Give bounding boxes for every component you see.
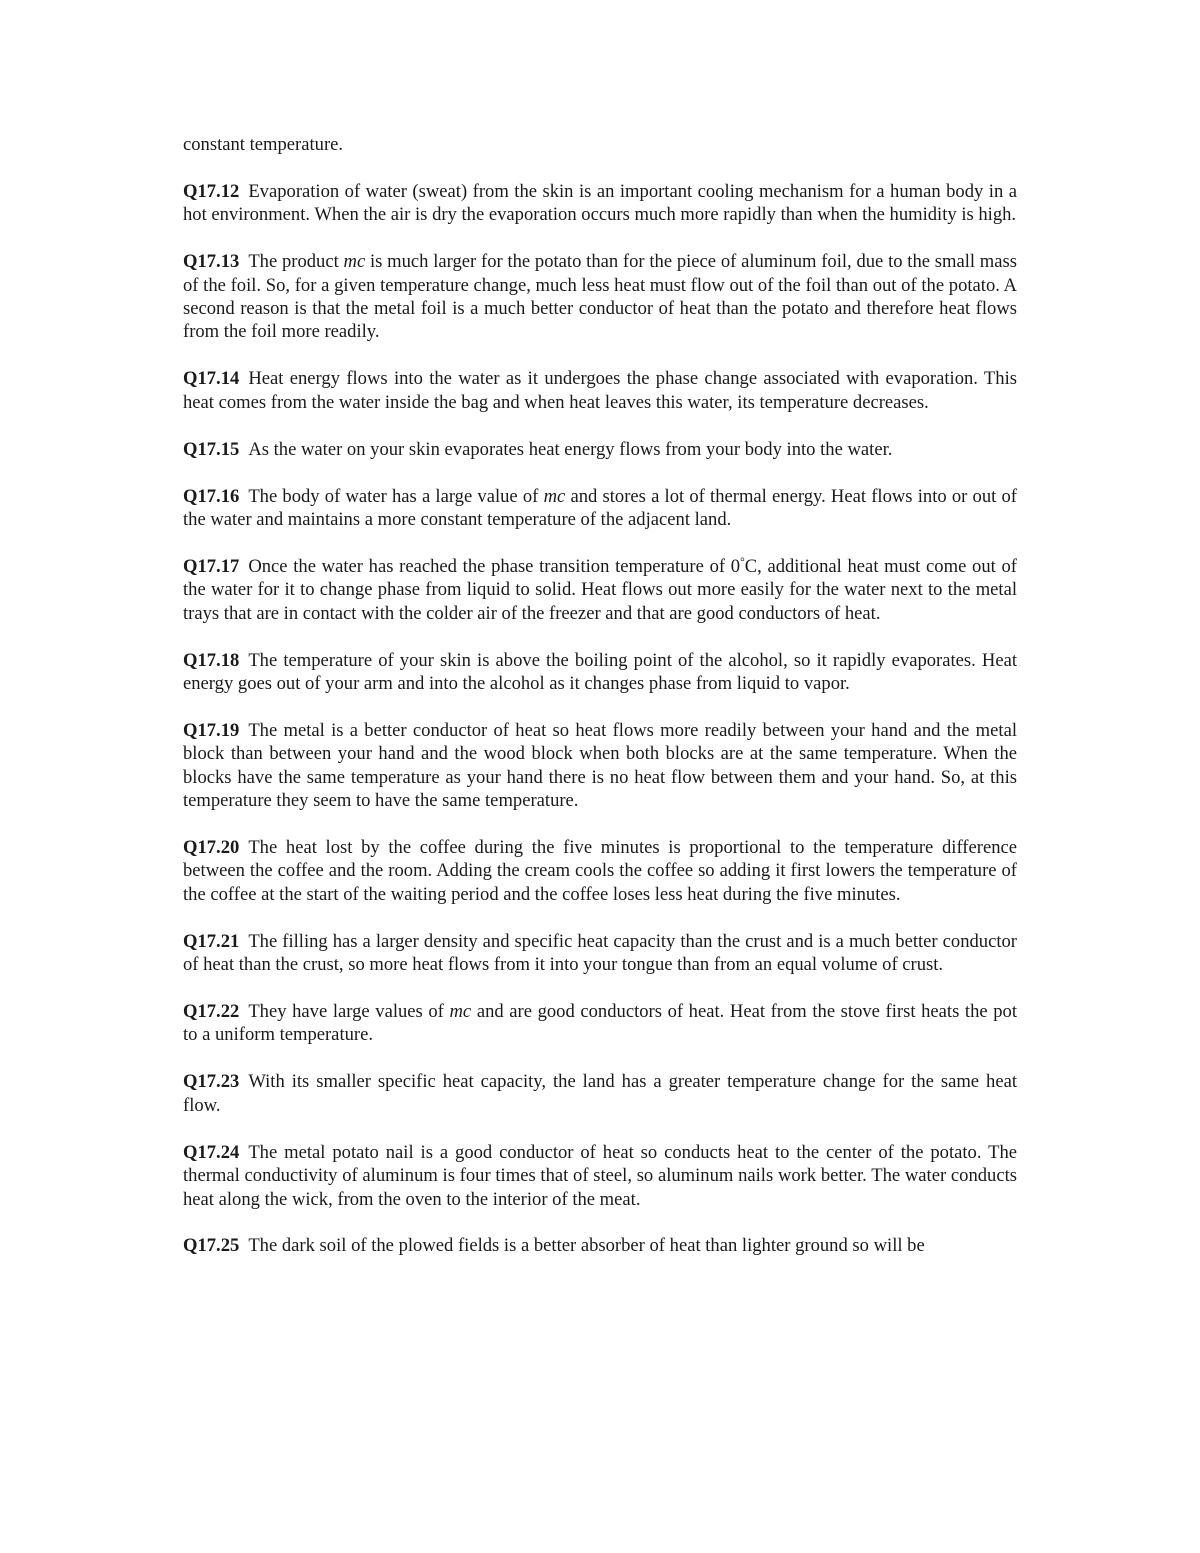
variable-mc: mc [449,1001,472,1023]
answer-q17-21 [183,930,1017,977]
answer-text: and are good conductors of heat. Heat from the stove first heats the pot to a uniform temperature. [183,1001,1017,1046]
question-label: Q17.18 [183,649,240,671]
answer-text: The product [248,251,339,273]
variable-mc: mc [343,251,366,273]
question-label: Q17.16 [183,485,240,507]
question-label: Q17.20 [183,837,240,859]
answer-text: The metal potato nail is a good conductor of heat so conducts heat to the center of the potato. The thermal conductivity of aluminum is four times that of steel, so aluminum nails work better. The water conducts heat along the wick, from the oven to the interior of the meat. [183,1141,1017,1210]
answer-text: Once the water has reached the phase transition temperature of 0 [248,555,741,577]
answer-text: With its smaller specific heat capacity, the land has a greater temperature change for the same heat flow. [183,1071,1017,1116]
answer-text: As the water on your skin evaporates heat energy flows from your body into the water. [248,438,893,460]
answer-q17-24 [183,1141,1017,1211]
document-page [183,133,1017,1281]
answer-text: They have large values of [248,1001,444,1023]
answer-text: The filling has a larger density and specific heat capacity than the crust and is a much better conductor of heat than the crust, so more heat flows from it into your tongue than from an equal volume of crust. [183,930,1017,976]
answer-text: The dark soil of the plowed fields is a better absorber of heat than lighter ground so will be [248,1235,925,1257]
continuation-text: constant temperature. [183,134,344,155]
answer-q17-22 [183,1000,1017,1047]
answer-q17-12 [183,180,1017,227]
answer-q17-15 [183,438,1017,461]
question-label: Q17.15 [183,438,240,460]
answer-q17-14 [183,367,1017,414]
answer-text: The heat lost by the coffee during the five minutes is proportional to the temperature difference between the coffee and the room. Adding the cream cools the coffee so adding it first lowers the temperature of the coffee at the start of the waiting period and the coffee loses less heat during the five minutes. [183,837,1017,905]
question-label: Q17.23 [183,1071,240,1093]
answer-q17-19 [183,719,1017,813]
answer-q17-17 [183,555,1017,625]
answer-text: The metal is a better conductor of heat so heat flows more readily between your hand and the metal block than between your hand and the wood block when both blocks are at the same temperature. When the blocks have the same temperature as your hand there is no heat flow between them and your hand. So, at this temperature they seem to have the same temperature. [183,719,1017,812]
question-label: Q17.19 [183,719,240,741]
answer-text: Evaporation of water (sweat) from the skin is an important cooling mechanism for a human body in a hot environment. When the air is dry the evaporation occurs much more rapidly than when the humidity is high. [183,180,1017,226]
answer-text: The body of water has a large value of [248,485,539,507]
question-label: Q17.12 [183,180,240,202]
answer-q17-25 [183,1234,1017,1257]
answer-text: Heat energy flows into the water as it undergoes the phase change associated with evaporation. This heat comes from the water inside the bag and when heat leaves this water, its temperature decreases. [183,368,1017,413]
answer-q17-13 [183,250,1017,344]
answer-text: and stores a lot of thermal energy. Heat flows into or out of the water and maintains a more constant temperature of the adjacent land. [183,485,1017,530]
answer-text: C, additional heat must come out of the water for it to change phase from liquid to solid. Heat flows out more easily for the water next to the metal trays that are in contact with the colder air of the freezer and that are good conductors of heat. [183,555,1017,624]
question-label: Q17.22 [183,1001,240,1023]
question-label: Q17.24 [183,1141,240,1163]
answer-q17-18 [183,649,1017,696]
question-label: Q17.14 [183,368,240,390]
variable-mc: mc [543,485,566,507]
answer-q17-16 [183,485,1017,532]
degree-symbol: ° [740,556,745,569]
question-label: Q17.21 [183,930,240,952]
question-label: Q17.25 [183,1235,240,1257]
question-label: Q17.13 [183,251,240,273]
answer-q17-23 [183,1070,1017,1117]
question-label: Q17.17 [183,555,240,577]
answer-text: The temperature of your skin is above the boiling point of the alcohol, so it rapidly evaporates. Heat energy goes out of your arm and into the alcohol as it changes phase from liquid to vapor. [183,649,1017,694]
answer-q17-20 [183,836,1017,906]
answer-text: is much larger for the potato than for the piece of aluminum foil, due to the small mass of the foil. So, for a given temperature change, much less heat must flow out of the foil than out of the potato. A second reason is that the metal foil is a much better conductor of heat than the potato and therefore heat flows from the foil more readily. [183,251,1017,343]
